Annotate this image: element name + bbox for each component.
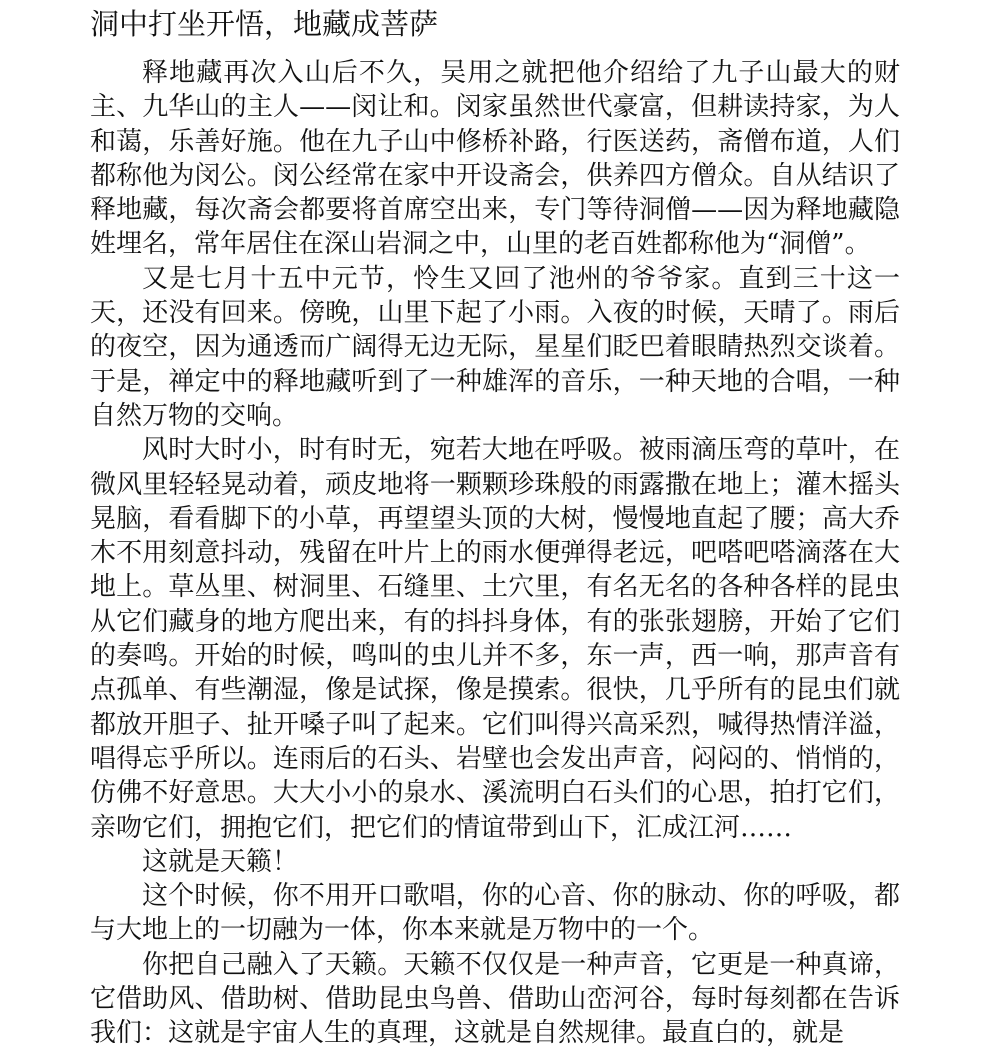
paragraph-2: 又是七月十五中元节，怜生又回了池州的爷爷家。直到三十这一天，还没有回来。傍晚，山里下起了小雨。入夜的时候，天晴了。雨后的夜空，因为通透而广阔得无边无际，星星们眨巴着眼睛热烈交谈着。于是，禅定中的释地藏听到了一种雄浑的音乐，一种天地的合唱，一种自然万物的交响。 [90,263,900,431]
paragraph-3: 风时大时小，时有时无，宛若大地在呼吸。被雨滴压弯的草叶，在微风里轻轻晃动着，顽皮地将一颗颗珍珠般的雨露撒在地上；灌木摇头晃脑，看看脚下的小草，再望望头顶的大树，慢慢地直起了腰；高大乔木不用刻意抖动，残留在叶片上的雨水便弹得老远，吧嗒吧嗒滴落在大地上。草丛里、树洞里、石缝里、土穴里，有名无名的各种各样的昆虫从它们藏身的地方爬出来，有的抖抖身体，有的张张翅膀，开始了它们的奏鸣。开始的时候，鸣叫的虫儿并不多，东一声，西一响，那声音有点孤单、有些潮湿，像是试探，像是摸索。很快，几乎所有的昆虫们就都放开胆子、扯开嗓子叫了起来。它们叫得兴高采烈，喊得热情洋溢，唱得忘乎所以。连雨后的石头、岩壁也会发出声音，闷闷的、悄悄的，仿佛不好意思。大大小小的泉水、溪流明白石头们的心思，拍打它们，亲吻它们，拥抱它们，把它们的情谊带到山下，汇成江河…… [90,435,900,843]
paragraph-4: 这就是天籁！ [142,846,299,877]
paragraph-5: 这个时候，你不用开口歌唱，你的心音、你的脉动、你的呼吸，都与大地上的一切融为一体，你本来就是万物中的一个。 [90,881,900,946]
chapter-title: 洞中打坐开悟，地藏成菩萨 [90,7,439,41]
paragraph-1: 释地藏再次入山后不久，吴用之就把他介绍给了九子山最大的财主、九华山的主人——闵让和。闵家虽然世代豪富，但耕读持家，为人和蔼，乐善好施。他在九子山中修桥补路，行医送药，斋僧布道，人们都称他为闵公。闵公经常在家中开设斋会，供养四方僧众。自从结识了释地藏，每次斋会都要将首席空出来，专门等待洞僧——因为释地藏隐姓埋名，常年居住在深山岩洞之中，山里的老百姓都称他为“洞僧”。 [90,58,900,260]
paragraph-6: 你把自己融入了天籁。天籁不仅仅是一种声音，它更是一种真谛，它借助风、借助树、借助昆虫鸟兽、借助山峦河谷，每时每刻都在告诉我们：这就是宇宙人生的真理，这就是自然规律。最直白的，就是 [90,949,900,1049]
body-text [90,56,900,1051]
